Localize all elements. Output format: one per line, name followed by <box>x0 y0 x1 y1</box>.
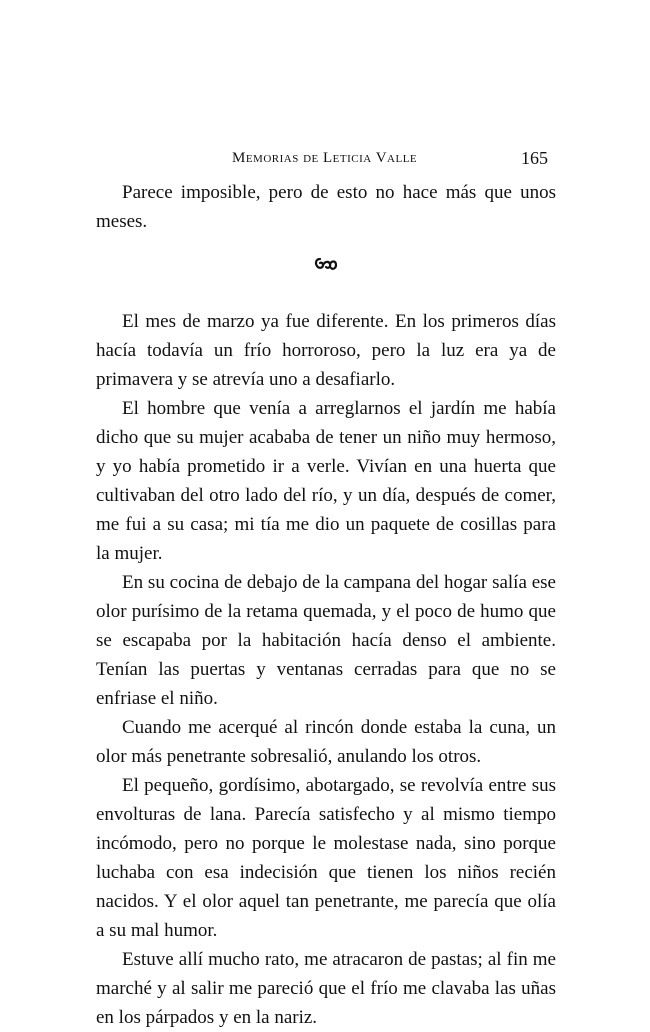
paragraph: El mes de marzo ya fue diferente. En los primeros días hacía todavía un frío horroroso, pero la luz era ya de primavera y se atrevía uno a desafiarlo. <box>96 311 556 390</box>
paragraph: Cuando me acerqué al rincón donde estaba la cuna, un olor más penetrante sobresalió, anulando los otros. <box>96 717 556 767</box>
body-text <box>96 178 556 1032</box>
paragraph: Parece imposible, pero de esto no hace más que unos meses. <box>96 182 556 232</box>
paragraph: Estuve allí mucho rato, me atracaron de pastas; al fin me marché y al salir me pareció que el frío me clavaba las uñas en los párpados y en la nariz. <box>96 949 556 1028</box>
page-number: 165 <box>521 148 548 168</box>
section-break-ornament-icon <box>313 256 339 272</box>
running-title: Memorias de Leticia Valle <box>232 150 418 166</box>
section-break <box>96 256 556 285</box>
paragraph: El hombre que venía a arreglarnos el jardín me había dicho que su mujer acababa de tener un niño muy hermoso, y yo había prometido ir a verle. Vivían en una huerta que cultivaban del otro lado del río, y un día, después de comer, me fui a su casa; mi tía me dio un paquete de cosillas para la mujer. <box>96 398 556 564</box>
paragraph: El pequeño, gordísimo, abotargado, se revolvía entre sus envolturas de lana. Parecía satisfecho y al mismo tiempo incómodo, pero no porque le molestase nada, sino porque luchaba con esa indecisión que tienen los niños recién nacidos. Y el olor aquel tan penetrante, me parecía que olía a su mal humor. <box>96 775 556 941</box>
paragraph: En su cocina de debajo de la campana del hogar salía ese olor purísimo de la retama quemada, y el poco de humo que se escapaba por la habitación hacía denso el ambiente. Tenían las puertas y ventanas cerradas para que no se enfriase el niño. <box>96 572 556 709</box>
running-header <box>96 150 556 174</box>
